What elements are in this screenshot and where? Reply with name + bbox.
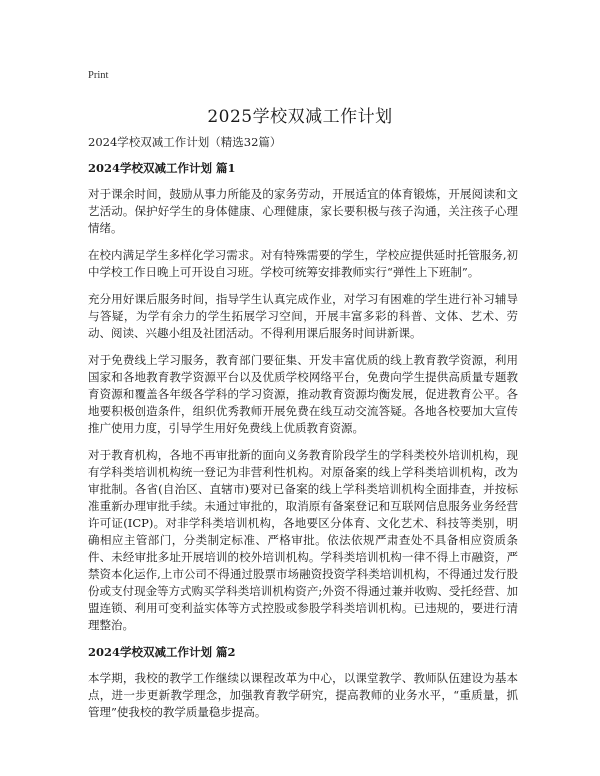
paragraph: 对于教育机构，各地不再审批新的面向义务教育阶段学生的学科类校外培训机构，现有学科类培训机构统一登记为非营利性机构。对原备案的线上学科类培训机构，改为审批制。各省(自治区、直辖市)要对已备案的线上学科类培训机构全面排查，并按标准重新办理审批手续。未通过审批的，取消原有备案登记和互联网信息服务业务经营许可证(ICP)。对非学科类培训机构，各地要区分体育、文化艺术、科技等类别，明确相应主管部门，分类制定标准、严格审批。依法依规严肃查处不具备相应资质条件、未经审批多址开展培训的校外培训机构。学科类培训机构一律不得上市融资，严禁资本化运作,上市公司不得通过股票市场融资投资学科类培训机构，不得通过发行股份或支付现金等方式购买学科类培训机构资产;外资不得通过兼并收购、受托经营、加盟连锁、利用可变利益实体等方式控股或参股学科类培训机构。已违规的，要进行清理整治。 (88, 448, 518, 632)
paragraph: 在校内满足学生多样化学习需求。对有特殊需要的学生，学校应提供延时托管服务,初中学校工作日晚上可开设自习班。学校可统筹安排教师实行“弹性上下班制”。 (88, 248, 518, 279)
paragraph: 本学期，我校的教学工作继续以课程改革为中心，以课堂教学、教师队伍建设为基本点，进一步更新教学理念，加强教育教学研究，提高教师的业务水平，“重质量，抓管理”使我校的教学质量稳步提高。 (88, 671, 518, 719)
section-heading: 2024学校双减工作计划 篇1 (88, 161, 236, 175)
print-label[interactable]: Print (88, 70, 109, 81)
paragraph: 对于课余时间，鼓励从事力所能及的家务劳动，开展适宜的体育锻炼，开展阅读和文艺活动。保护好学生的身体健康、心理健康，家长要积极与孩子沟通，关注孩子心理情绪。 (88, 187, 518, 235)
section-heading: 2024学校双减工作计划 篇2 (88, 645, 236, 659)
paragraph: 对于免费线上学习服务，教育部门要征集、开发丰富优质的线上教育教学资源，利用国家和各地教育教学资源平台以及优质学校网络平台，免费向学生提供高质量专题教育资源和覆盖各年级各学科的学习资源，推动教育资源均衡发展，促进教育公平。各地要积极创造条件，组织优秀教师开展免费在线互动交流答疑。各地各校要加大宣传推广使用力度，引导学生用好免费线上优质教育资源。 (88, 353, 518, 435)
page-title: 2025学校双减工作计划 (207, 107, 393, 127)
document-body (88, 160, 518, 731)
document-subtitle: 2024学校双减工作计划（精选32篇） (88, 135, 282, 149)
paragraph: 充分用好课后服务时间，指导学生认真完成作业，对学习有困难的学生进行补习辅导与答疑，为学有余力的学生拓展学习空间，开展丰富多彩的科普、文体、艺术、劳动、阅读、兴趣小组及社团活动。不得利用课后服务时间讲新课。 (88, 292, 518, 340)
